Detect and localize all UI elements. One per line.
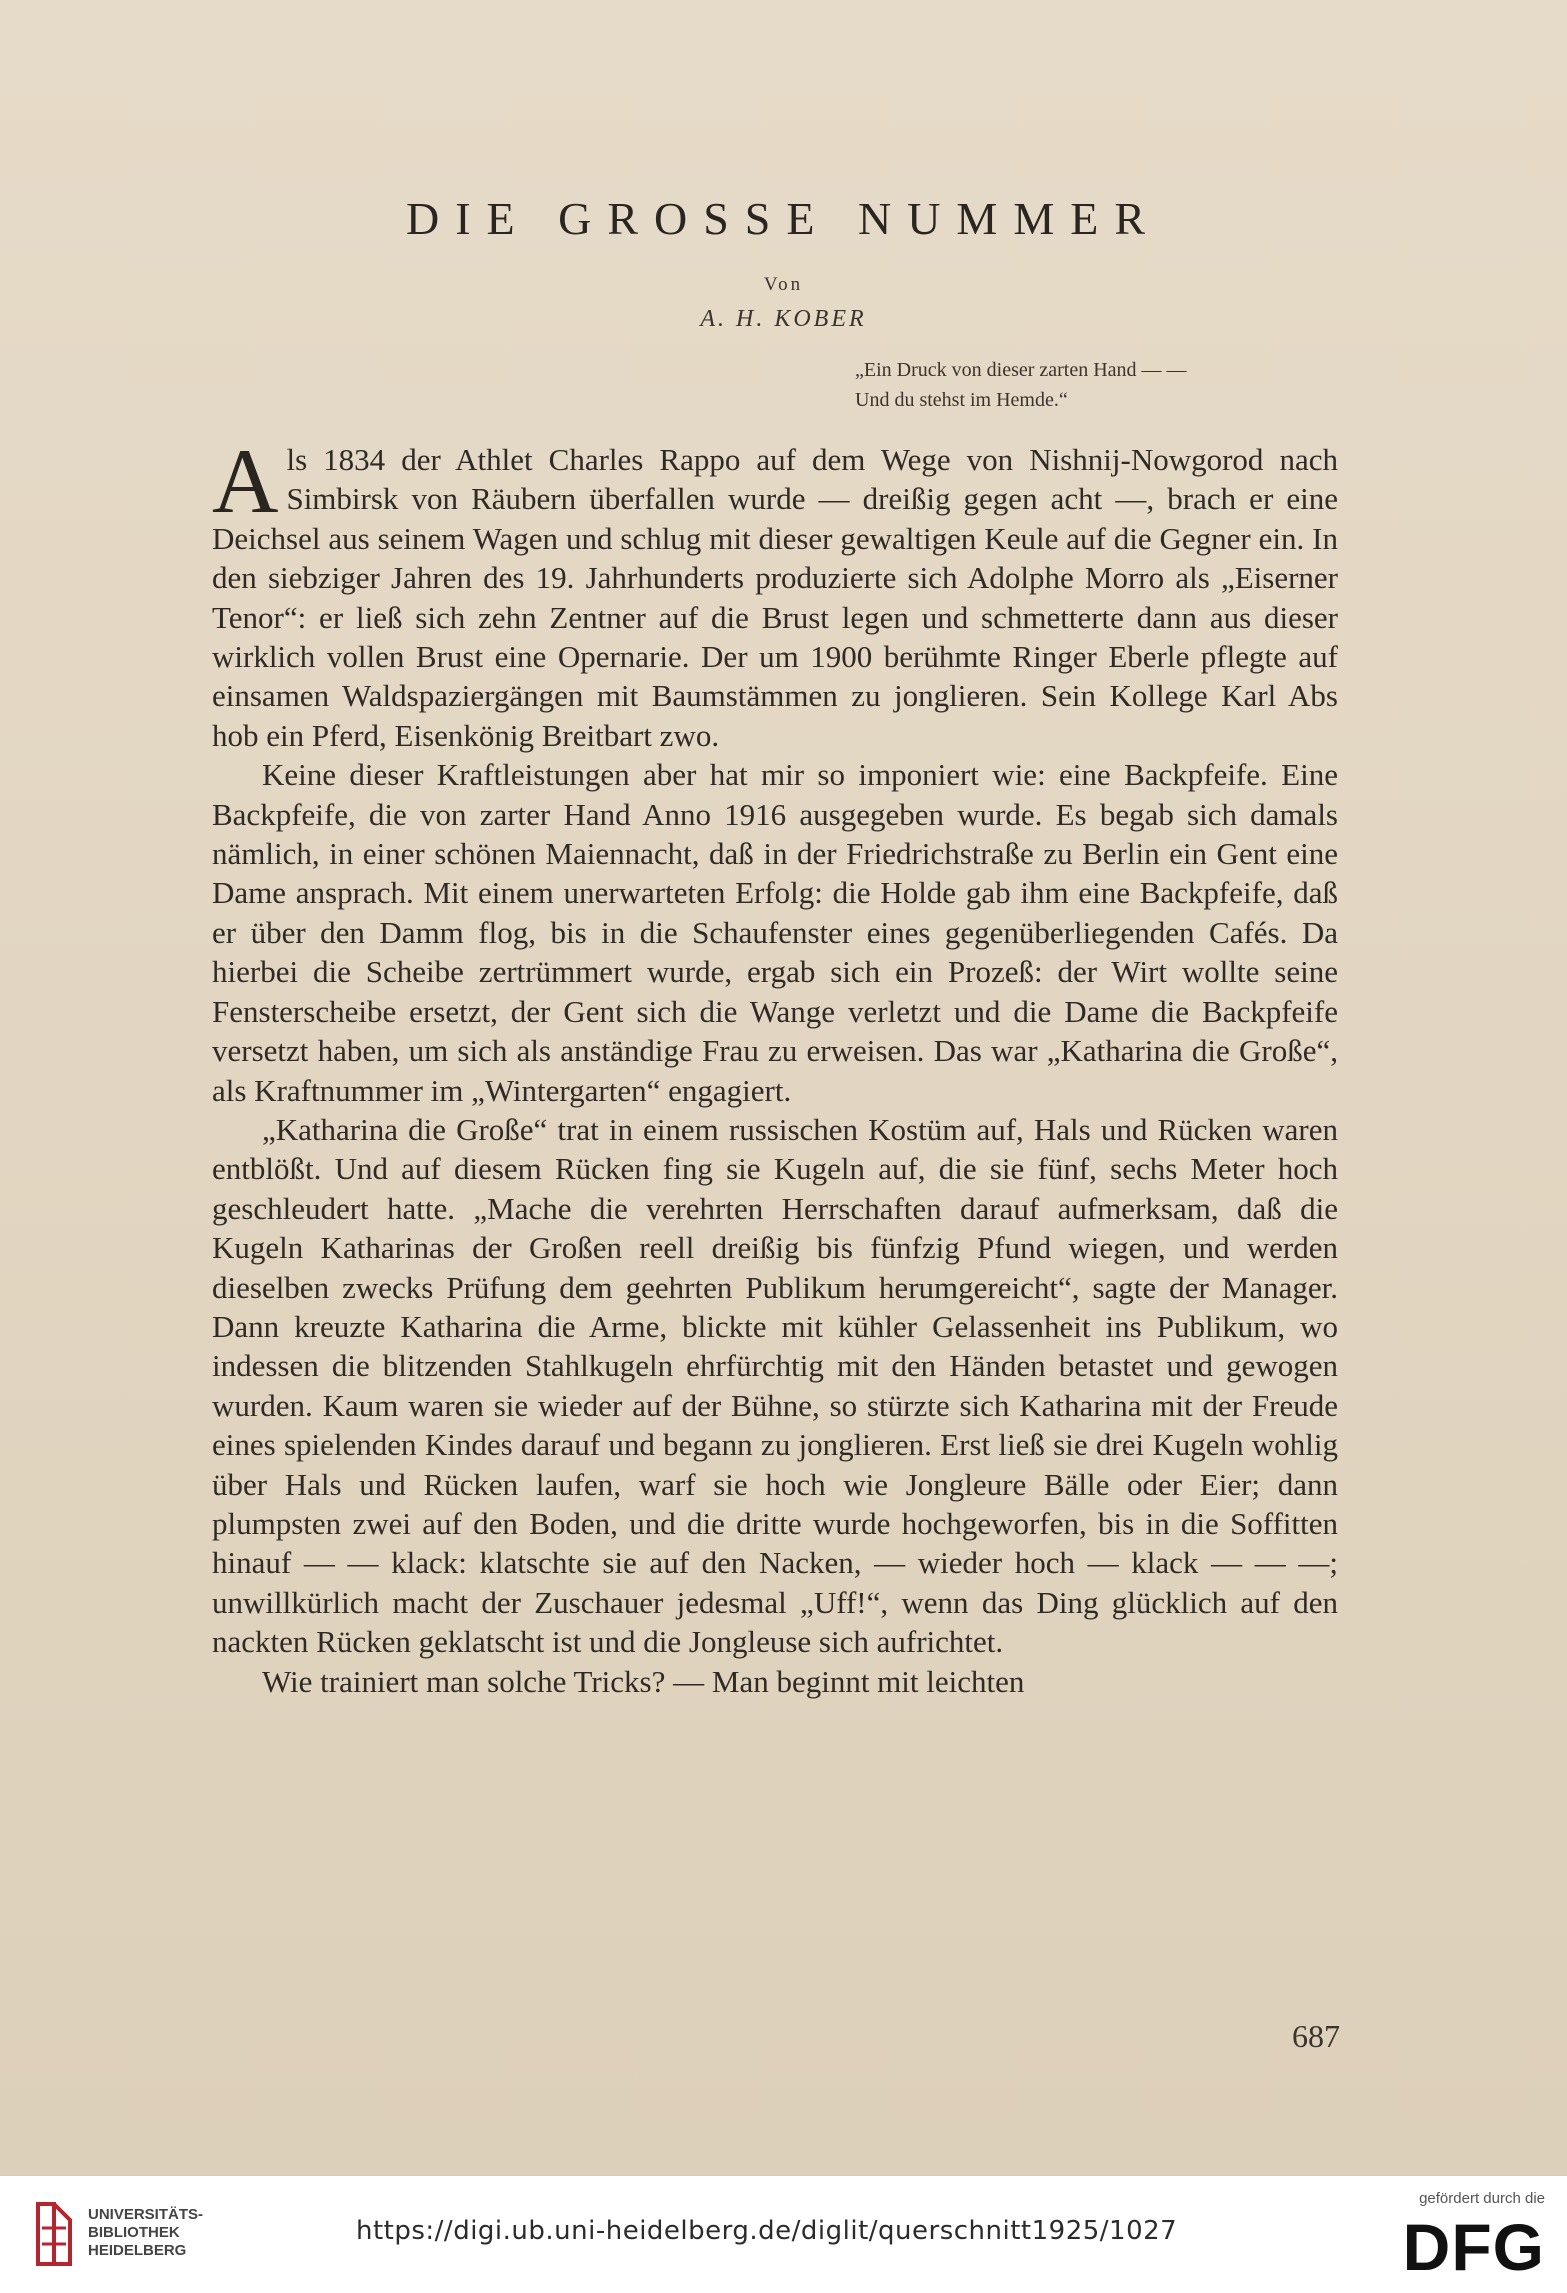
university-name-line: HEIDELBERG — [88, 2242, 187, 2259]
university-logo-icon — [32, 2198, 76, 2270]
epigraph — [855, 355, 1335, 415]
article-body — [212, 430, 1338, 1701]
drop-cap: A — [212, 430, 279, 532]
article-author: A. H. KOBER — [700, 306, 867, 332]
epigraph-line: „Ein Druck von dieser zarten Hand — — — [855, 359, 1187, 381]
dfg-logo[interactable]: DFG — [1402, 2210, 1545, 2284]
paragraph: „Katharina die Große“ trat in einem russischen Kostüm auf, Hals und Rücken waren entblößt. Und auf diesem Rücken fing sie Kugeln auf, die sie fünf, sechs Meter hoch geschleudert hatte. „Mache die verehrten Herrschaften darauf aufmerksam, daß die Kugeln Katharinas der Großen reell dreißig bis fünfzig Pfund wiegen, und werden dieselben zwecks Prüfung dem geehrten Publikum herumgereicht“, sagte der Manager. Dann kreuzte Katharina die Arme, blickte mit kühler Gelassenheit ins Publikum, wo indessen die blitzenden Stahlkugeln ehrfürchtig mit den Händen betastet und gewogen wurden. Kaum waren sie wieder auf der Bühne, so stürzte sich Katharina mit der Freude eines spielenden Kindes darauf und begann zu jonglieren. Erst ließ sie drei Kugeln wohlig über Hals und Rücken laufen, warf sie hoch wie Jongleure Bälle oder Eier; dann plumpsten zwei auf den Boden, und die dritte wurde hochgeworfen, bis in die Soffitten hinauf — — klack: klatschte sie auf den Nacken, — wieder hoch — klack — — —; unwillkürlich macht der Zuschauer jedesmal „Uff!“, wenn das Ding glücklich auf den nackten Rücken geklatscht ist und die Jongleuse sich aufrichtet. — [212, 1111, 1338, 1660]
byline-von: Von — [763, 274, 804, 295]
paragraph — [212, 430, 1338, 755]
university-name-line: BIBLIOTHEK — [88, 2224, 180, 2241]
viewer-footer — [0, 2175, 1567, 2293]
paragraph: Keine dieser Kraftleistungen aber hat mir so imponiert wie: eine Backpfeife. Eine Backpfeife, die von zarter Hand Anno 1916 ausgegeben wurde. Es begab sich damals nämlich, in einer schönen Maiennacht, daß in der Friedrichstraße zu Berlin ein Gent eine Dame ansprach. Mit einem unerwarteten Erfolg: die Holde gab ihm eine Backpfeife, daß er über den Damm flog, bis in die Schaufenster eines gegenüberliegenden Cafés. Da hierbei die Scheibe zertrümmert wurde, ergab sich ein Prozeß: der Wirt wollte seine Fensterscheibe ersetzt, der Gent sich die Wange verletzt und die Dame die Backpfeife versetzt haben, um sich als anständige Frau zu erweisen. Das war „Katharina die Große“, als Kraftnummer im „Wintergarten“ engagiert. — [212, 757, 1338, 1108]
epigraph-line: Und du stehst im Hemde.“ — [855, 389, 1068, 411]
permalink[interactable]: https://digi.ub.uni-heidelberg.de/diglit/querschnitt1925/1027 — [356, 2216, 1178, 2246]
paragraph-text: ls 1834 der Athlet Charles Rappo auf dem Wege von Nishnij-Nowgorod nach Simbirsk von Räubern überfallen wurde — dreißig gegen acht —, brach er eine Deichsel aus seinem Wagen und schlug mit dieser gewaltigen Keule auf die Gegner ein. In den siebziger Jahren des 19. Jahrhunderts produzierte sich Adolphe Morro als „Eiserner Tenor“: er ließ sich zehn Zentner auf die Brust legen und schmetterte dann aus dieser wirklich vollen Brust eine Opernarie. Der um 1900 berühmte Ringer Eberle pflegte auf einsamen Waldspaziergängen mit Baumstämmen zu jonglieren. Sein Kollege Karl Abs hob ein Pferd, Eisenkönig Breitbart zwo. — [212, 442, 1338, 753]
university-name-line: UNIVERSITÄTS- — [88, 2206, 204, 2223]
article-title: DIE GROSSE NUMMER — [405, 193, 1162, 244]
page-number: 687 — [1292, 2018, 1340, 2054]
paragraph: Wie trainiert man solche Tricks? — Man beginnt mit leichten — [262, 1663, 1025, 1699]
funding-caption: gefördert durch die — [1419, 2190, 1545, 2207]
university-name[interactable] — [88, 2206, 203, 2260]
